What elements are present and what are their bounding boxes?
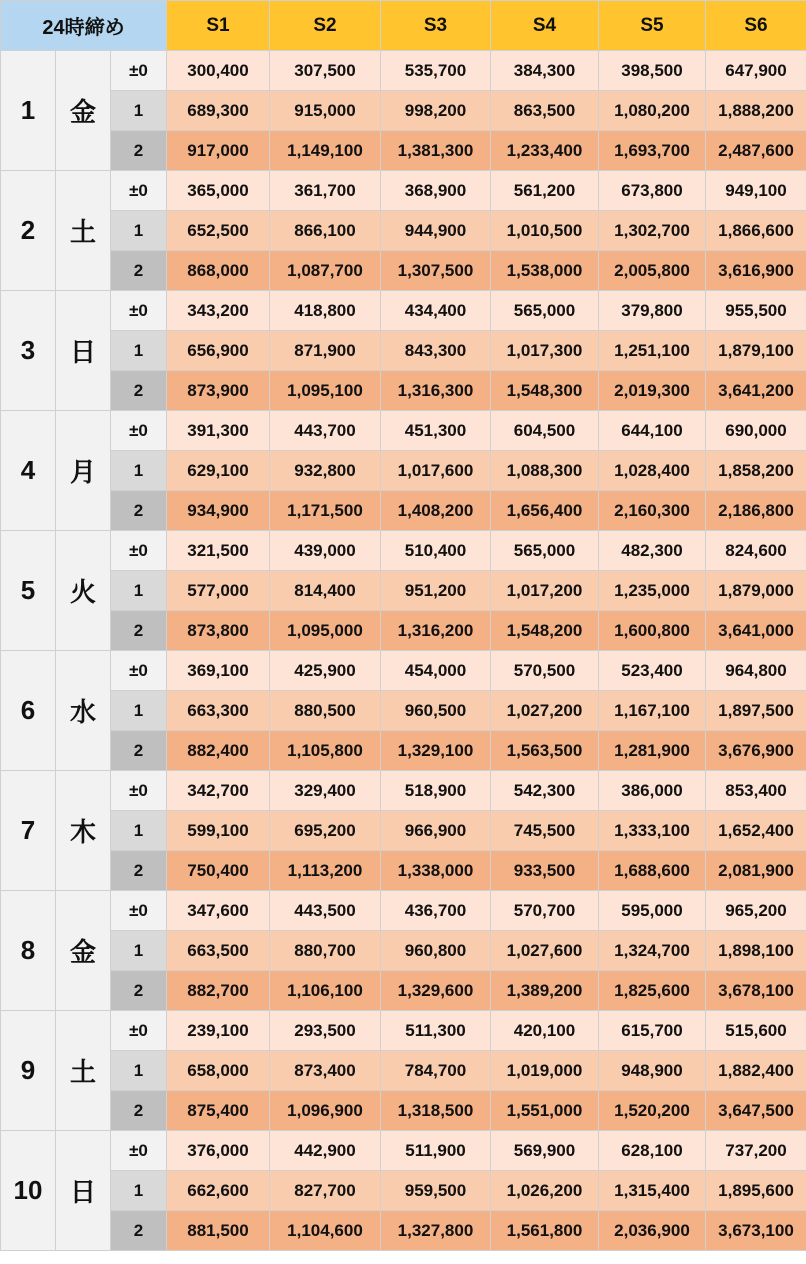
day-of-week: 土 <box>56 171 111 291</box>
value-cell: 1,095,100 <box>270 371 381 411</box>
level-label: 2 <box>111 371 167 411</box>
value-cell: 3,647,500 <box>706 1091 806 1131</box>
level-label: ±0 <box>111 1131 167 1171</box>
level-label: 2 <box>111 1211 167 1251</box>
value-cell: 695,200 <box>270 811 381 851</box>
column-header: S2 <box>270 1 381 51</box>
day-of-week: 土 <box>56 1011 111 1131</box>
value-cell: 1,333,100 <box>599 811 706 851</box>
value-cell: 1,088,300 <box>491 451 599 491</box>
value-cell: 343,200 <box>167 291 270 331</box>
value-cell: 1,563,500 <box>491 731 599 771</box>
value-cell: 1,113,200 <box>270 851 381 891</box>
value-cell: 1,888,200 <box>706 91 806 131</box>
table-row <box>1 1131 806 1171</box>
value-cell: 511,900 <box>381 1131 491 1171</box>
level-label: 1 <box>111 931 167 971</box>
value-cell: 615,700 <box>599 1011 706 1051</box>
value-cell: 1,879,000 <box>706 571 806 611</box>
level-label: 1 <box>111 1051 167 1091</box>
value-cell: 948,900 <box>599 1051 706 1091</box>
value-cell: 376,000 <box>167 1131 270 1171</box>
value-cell: 1,017,300 <box>491 331 599 371</box>
day-of-week: 金 <box>56 891 111 1011</box>
value-cell: 824,600 <box>706 531 806 571</box>
value-cell: 1,318,500 <box>381 1091 491 1131</box>
value-cell: 1,027,600 <box>491 931 599 971</box>
value-cell: 561,200 <box>491 171 599 211</box>
table-row <box>1 451 806 491</box>
value-cell: 1,027,200 <box>491 691 599 731</box>
value-cell: 932,800 <box>270 451 381 491</box>
value-cell: 391,300 <box>167 411 270 451</box>
value-cell: 1,281,900 <box>599 731 706 771</box>
level-label: ±0 <box>111 1011 167 1051</box>
value-cell: 1,026,200 <box>491 1171 599 1211</box>
value-cell: 966,900 <box>381 811 491 851</box>
day-number: 3 <box>1 291 56 411</box>
value-cell: 3,641,200 <box>706 371 806 411</box>
table-row <box>1 1171 806 1211</box>
table-row <box>1 851 806 891</box>
value-cell: 662,600 <box>167 1171 270 1211</box>
value-cell: 868,000 <box>167 251 270 291</box>
day-number: 7 <box>1 771 56 891</box>
value-cell: 1,167,100 <box>599 691 706 731</box>
value-cell: 2,487,600 <box>706 131 806 171</box>
level-label: 1 <box>111 211 167 251</box>
value-cell: 663,300 <box>167 691 270 731</box>
value-cell: 960,800 <box>381 931 491 971</box>
value-cell: 853,400 <box>706 771 806 811</box>
value-cell: 386,000 <box>599 771 706 811</box>
value-cell: 1,302,700 <box>599 211 706 251</box>
day-number: 1 <box>1 51 56 171</box>
value-cell: 542,300 <box>491 771 599 811</box>
table-row <box>1 491 806 531</box>
value-cell: 535,700 <box>381 51 491 91</box>
value-cell: 1,327,800 <box>381 1211 491 1251</box>
value-cell: 1,307,500 <box>381 251 491 291</box>
value-cell: 239,100 <box>167 1011 270 1051</box>
value-cell: 2,036,900 <box>599 1211 706 1251</box>
value-cell: 1,825,600 <box>599 971 706 1011</box>
value-cell: 964,800 <box>706 651 806 691</box>
value-cell: 454,000 <box>381 651 491 691</box>
table-row <box>1 51 806 91</box>
value-cell: 3,678,100 <box>706 971 806 1011</box>
column-header: S4 <box>491 1 599 51</box>
value-cell: 1,028,400 <box>599 451 706 491</box>
day-of-week: 火 <box>56 531 111 651</box>
value-cell: 300,400 <box>167 51 270 91</box>
day-number: 9 <box>1 1011 56 1131</box>
value-cell: 944,900 <box>381 211 491 251</box>
value-cell: 384,300 <box>491 51 599 91</box>
level-label: ±0 <box>111 51 167 91</box>
column-header: S5 <box>599 1 706 51</box>
value-cell: 629,100 <box>167 451 270 491</box>
day-of-week: 月 <box>56 411 111 531</box>
value-cell: 1,017,200 <box>491 571 599 611</box>
value-cell: 1,329,100 <box>381 731 491 771</box>
value-cell: 3,616,900 <box>706 251 806 291</box>
value-cell: 1,087,700 <box>270 251 381 291</box>
level-label: 1 <box>111 331 167 371</box>
value-cell: 965,200 <box>706 891 806 931</box>
value-cell: 955,500 <box>706 291 806 331</box>
table-row <box>1 411 806 451</box>
value-cell: 443,500 <box>270 891 381 931</box>
value-cell: 418,800 <box>270 291 381 331</box>
value-cell: 599,100 <box>167 811 270 851</box>
level-label: ±0 <box>111 651 167 691</box>
day-number: 2 <box>1 171 56 291</box>
value-cell: 307,500 <box>270 51 381 91</box>
level-label: 2 <box>111 491 167 531</box>
table-row <box>1 1011 806 1051</box>
value-cell: 1,389,200 <box>491 971 599 1011</box>
day-number: 4 <box>1 411 56 531</box>
table-body <box>1 51 806 1251</box>
value-cell: 515,600 <box>706 1011 806 1051</box>
value-cell: 321,500 <box>167 531 270 571</box>
value-cell: 1,866,600 <box>706 211 806 251</box>
value-cell: 1,017,600 <box>381 451 491 491</box>
value-cell: 1,316,300 <box>381 371 491 411</box>
column-header: S6 <box>706 1 806 51</box>
value-cell: 1,898,100 <box>706 931 806 971</box>
value-cell: 434,400 <box>381 291 491 331</box>
value-cell: 673,800 <box>599 171 706 211</box>
day-of-week: 金 <box>56 51 111 171</box>
table-row <box>1 931 806 971</box>
day-of-week: 水 <box>56 651 111 771</box>
value-cell: 1,600,800 <box>599 611 706 651</box>
value-cell: 689,300 <box>167 91 270 131</box>
value-cell: 398,500 <box>599 51 706 91</box>
value-cell: 1,316,200 <box>381 611 491 651</box>
value-cell: 1,105,800 <box>270 731 381 771</box>
level-label: 1 <box>111 451 167 491</box>
value-cell: 827,700 <box>270 1171 381 1211</box>
value-cell: 1,858,200 <box>706 451 806 491</box>
value-cell: 1,656,400 <box>491 491 599 531</box>
value-cell: 1,548,200 <box>491 611 599 651</box>
value-cell: 569,900 <box>491 1131 599 1171</box>
value-cell: 2,005,800 <box>599 251 706 291</box>
value-cell: 1,381,300 <box>381 131 491 171</box>
level-label: 2 <box>111 851 167 891</box>
level-label: ±0 <box>111 891 167 931</box>
level-label: ±0 <box>111 411 167 451</box>
value-cell: 443,700 <box>270 411 381 451</box>
level-label: ±0 <box>111 291 167 331</box>
level-label: 2 <box>111 251 167 291</box>
table-row <box>1 531 806 571</box>
value-cell: 863,500 <box>491 91 599 131</box>
value-cell: 880,500 <box>270 691 381 731</box>
value-cell: 368,900 <box>381 171 491 211</box>
value-cell: 379,800 <box>599 291 706 331</box>
value-cell: 1,520,200 <box>599 1091 706 1131</box>
table-row <box>1 691 806 731</box>
value-cell: 3,641,000 <box>706 611 806 651</box>
value-cell: 1,149,100 <box>270 131 381 171</box>
value-cell: 2,019,300 <box>599 371 706 411</box>
value-cell: 737,200 <box>706 1131 806 1171</box>
value-cell: 951,200 <box>381 571 491 611</box>
column-header: S3 <box>381 1 491 51</box>
day-number: 6 <box>1 651 56 771</box>
value-cell: 1,693,700 <box>599 131 706 171</box>
value-cell: 843,300 <box>381 331 491 371</box>
value-cell: 2,081,900 <box>706 851 806 891</box>
day-of-week: 日 <box>56 1131 111 1251</box>
value-cell: 656,900 <box>167 331 270 371</box>
level-label: ±0 <box>111 531 167 571</box>
value-cell: 1,104,600 <box>270 1211 381 1251</box>
value-cell: 1,315,400 <box>599 1171 706 1211</box>
value-cell: 1,080,200 <box>599 91 706 131</box>
value-cell: 1,688,600 <box>599 851 706 891</box>
value-cell: 1,235,000 <box>599 571 706 611</box>
value-cell: 1,251,100 <box>599 331 706 371</box>
value-cell: 1,106,100 <box>270 971 381 1011</box>
value-cell: 1,561,800 <box>491 1211 599 1251</box>
value-cell: 960,500 <box>381 691 491 731</box>
table-row <box>1 371 806 411</box>
value-cell: 871,900 <box>270 331 381 371</box>
value-cell: 1,324,700 <box>599 931 706 971</box>
value-cell: 1,329,600 <box>381 971 491 1011</box>
value-cell: 361,700 <box>270 171 381 211</box>
level-label: 1 <box>111 691 167 731</box>
value-cell: 949,100 <box>706 171 806 211</box>
level-label: 1 <box>111 811 167 851</box>
value-cell: 1,548,300 <box>491 371 599 411</box>
value-cell: 442,900 <box>270 1131 381 1171</box>
value-cell: 784,700 <box>381 1051 491 1091</box>
value-cell: 882,400 <box>167 731 270 771</box>
value-cell: 439,000 <box>270 531 381 571</box>
value-cell: 917,000 <box>167 131 270 171</box>
table-row <box>1 611 806 651</box>
table-row <box>1 291 806 331</box>
value-cell: 881,500 <box>167 1211 270 1251</box>
value-cell: 293,500 <box>270 1011 381 1051</box>
table-row <box>1 331 806 371</box>
value-cell: 369,100 <box>167 651 270 691</box>
value-cell: 1,879,100 <box>706 331 806 371</box>
value-cell: 518,900 <box>381 771 491 811</box>
value-cell: 1,096,900 <box>270 1091 381 1131</box>
header-row <box>1 1 806 51</box>
day-of-week: 日 <box>56 291 111 411</box>
value-cell: 2,186,800 <box>706 491 806 531</box>
value-cell: 1,882,400 <box>706 1051 806 1091</box>
value-cell: 866,100 <box>270 211 381 251</box>
table-row <box>1 171 806 211</box>
value-cell: 2,160,300 <box>599 491 706 531</box>
table-row <box>1 211 806 251</box>
day-number: 5 <box>1 531 56 651</box>
value-cell: 644,100 <box>599 411 706 451</box>
value-cell: 628,100 <box>599 1131 706 1171</box>
value-cell: 873,800 <box>167 611 270 651</box>
value-cell: 3,673,100 <box>706 1211 806 1251</box>
value-cell: 647,900 <box>706 51 806 91</box>
table-row <box>1 811 806 851</box>
value-cell: 604,500 <box>491 411 599 451</box>
value-cell: 1,338,000 <box>381 851 491 891</box>
level-label: 2 <box>111 1091 167 1131</box>
value-cell: 565,000 <box>491 291 599 331</box>
value-cell: 1,171,500 <box>270 491 381 531</box>
level-label: 2 <box>111 131 167 171</box>
table-row <box>1 571 806 611</box>
value-cell: 814,400 <box>270 571 381 611</box>
value-cell: 690,000 <box>706 411 806 451</box>
table-row <box>1 771 806 811</box>
value-cell: 436,700 <box>381 891 491 931</box>
value-cell: 3,676,900 <box>706 731 806 771</box>
value-cell: 745,500 <box>491 811 599 851</box>
level-label: 2 <box>111 971 167 1011</box>
level-label: 1 <box>111 571 167 611</box>
value-cell: 1,408,200 <box>381 491 491 531</box>
value-cell: 750,400 <box>167 851 270 891</box>
value-cell: 658,000 <box>167 1051 270 1091</box>
value-cell: 1,010,500 <box>491 211 599 251</box>
value-cell: 652,500 <box>167 211 270 251</box>
table-row <box>1 891 806 931</box>
value-cell: 482,300 <box>599 531 706 571</box>
value-cell: 873,900 <box>167 371 270 411</box>
value-cell: 933,500 <box>491 851 599 891</box>
value-cell: 577,000 <box>167 571 270 611</box>
value-cell: 873,400 <box>270 1051 381 1091</box>
level-label: 2 <box>111 731 167 771</box>
table-row <box>1 1091 806 1131</box>
day-number: 10 <box>1 1131 56 1251</box>
level-label: ±0 <box>111 171 167 211</box>
value-cell: 451,300 <box>381 411 491 451</box>
level-label: ±0 <box>111 771 167 811</box>
value-cell: 570,700 <box>491 891 599 931</box>
value-cell: 329,400 <box>270 771 381 811</box>
value-cell: 1,538,000 <box>491 251 599 291</box>
value-cell: 425,900 <box>270 651 381 691</box>
value-cell: 510,400 <box>381 531 491 571</box>
day-number: 8 <box>1 891 56 1011</box>
value-cell: 663,500 <box>167 931 270 971</box>
table-row <box>1 731 806 771</box>
table-row <box>1 1051 806 1091</box>
value-cell: 998,200 <box>381 91 491 131</box>
value-cell: 565,000 <box>491 531 599 571</box>
value-cell: 365,000 <box>167 171 270 211</box>
value-cell: 875,400 <box>167 1091 270 1131</box>
column-header: S1 <box>167 1 270 51</box>
value-cell: 420,100 <box>491 1011 599 1051</box>
table-row <box>1 91 806 131</box>
value-cell: 934,900 <box>167 491 270 531</box>
level-label: 1 <box>111 1171 167 1211</box>
value-cell: 915,000 <box>270 91 381 131</box>
value-cell: 1,652,400 <box>706 811 806 851</box>
value-cell: 1,895,600 <box>706 1171 806 1211</box>
value-cell: 959,500 <box>381 1171 491 1211</box>
value-cell: 880,700 <box>270 931 381 971</box>
table-row <box>1 251 806 291</box>
value-cell: 1,233,400 <box>491 131 599 171</box>
value-cell: 1,897,500 <box>706 691 806 731</box>
day-of-week: 木 <box>56 771 111 891</box>
value-cell: 523,400 <box>599 651 706 691</box>
level-label: 2 <box>111 611 167 651</box>
table-row <box>1 651 806 691</box>
table-row <box>1 131 806 171</box>
table-row <box>1 971 806 1011</box>
value-cell: 570,500 <box>491 651 599 691</box>
value-cell: 595,000 <box>599 891 706 931</box>
corner-label: 24時締め <box>1 1 167 51</box>
value-cell: 1,019,000 <box>491 1051 599 1091</box>
value-cell: 342,700 <box>167 771 270 811</box>
level-label: 1 <box>111 91 167 131</box>
value-cell: 882,700 <box>167 971 270 1011</box>
table-row <box>1 1211 806 1251</box>
value-cell: 511,300 <box>381 1011 491 1051</box>
value-cell: 347,600 <box>167 891 270 931</box>
value-cell: 1,095,000 <box>270 611 381 651</box>
value-cell: 1,551,000 <box>491 1091 599 1131</box>
